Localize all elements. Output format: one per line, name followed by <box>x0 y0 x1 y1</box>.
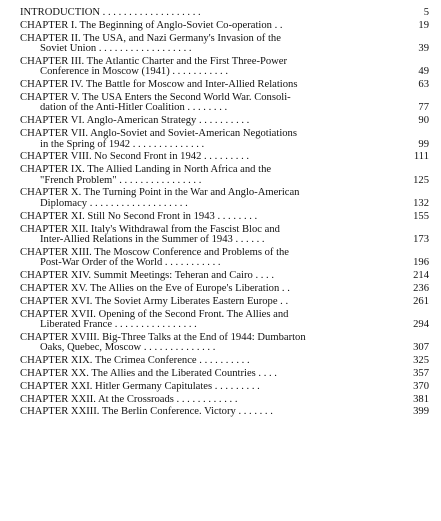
toc-entry-title-continued: Soviet Union . . . . . . . . . . . . . . . . . . <box>40 43 192 55</box>
toc-entry <box>20 248 429 269</box>
toc-entry-title-continued: Diplomacy . . . . . . . . . . . . . . . . . . . <box>40 197 188 209</box>
toc-entry <box>20 8 429 19</box>
toc-entry-page-number: 196 <box>413 257 429 269</box>
toc-entry-page-number: 381 <box>413 393 429 405</box>
toc-entry-page-number: 173 <box>413 234 429 246</box>
toc-entry <box>20 333 429 354</box>
toc-entry-title: CHAPTER XXIII. The Berlin Conference. Victory . . . . . . . <box>20 406 273 418</box>
toc-entry-page-number: 370 <box>413 380 429 392</box>
toc-entry <box>20 284 429 295</box>
toc-entry-page-number: 357 <box>413 367 429 379</box>
toc-entry-page-number: 214 <box>413 270 429 282</box>
toc-entry-title: CHAPTER II. The USA, and Nazi Germany's Invasion of the <box>20 32 281 44</box>
toc-entry <box>20 395 429 406</box>
toc-entry <box>20 297 429 308</box>
toc-entry <box>20 310 429 331</box>
toc-entry-page-number: 90 <box>418 115 429 127</box>
toc-entry-title: CHAPTER IX. The Allied Landing in North Africa and the <box>20 164 272 176</box>
toc-entry-title: CHAPTER VII. Anglo-Soviet and Soviet-American Negotiations <box>20 128 297 140</box>
toc-entry <box>20 93 429 114</box>
toc-entry-title: CHAPTER XII. Italy's Withdrawal from the Fascist Bloc and <box>20 223 280 235</box>
toc-entry-title: CHAPTER VIII. No Second Front in 1942 . . . . . . . . . <box>20 151 250 163</box>
toc-entry-title: CHAPTER I. The Beginning of Anglo-Soviet Co-operation . . <box>20 19 283 31</box>
toc-entry-title-continued: dation of the Anti-Hitler Coalition . . . . . . . . <box>40 102 228 114</box>
toc-entry-page-number: 19 <box>418 19 429 31</box>
toc-entry-title-continued: Conference in Moscow (1941) . . . . . . . . . . . <box>40 66 229 78</box>
toc-entry-page-number: 49 <box>418 66 429 78</box>
toc-entry-page-number: 77 <box>418 102 429 114</box>
toc-entry <box>20 129 429 150</box>
toc-entry-title: INTRODUCTION . . . . . . . . . . . . . . . . . . . <box>20 7 201 18</box>
toc-entry <box>20 382 429 393</box>
toc-entry-page-number: 399 <box>413 406 429 418</box>
toc-entry <box>20 34 429 55</box>
toc-entry-title-continued: in the Spring of 1942 . . . . . . . . . . . . . . <box>40 138 205 150</box>
toc-entry-title-continued: Oaks, Quebec, Moscow . . . . . . . . . . . . . . <box>40 342 216 354</box>
toc-entry-title: CHAPTER XVIII. Big-Three Talks at the End of 1944: Dumbarton <box>20 331 306 343</box>
toc-entry-title: CHAPTER XXI. Hitler Germany Capitulates . . . . . . . . . <box>20 380 260 392</box>
toc-entry-title: CHAPTER XI. Still No Second Front in 1943 . . . . . . . . <box>20 210 258 222</box>
toc-entry-title: CHAPTER III. The Atlantic Charter and the First Three-Power <box>20 55 288 67</box>
toc-entry-page-number: 125 <box>413 174 429 186</box>
toc-entry <box>20 116 429 127</box>
toc-entry <box>20 212 429 223</box>
toc-entry-title: CHAPTER VI. Anglo-American Strategy . . . . . . . . . . <box>20 115 250 127</box>
toc-entry-title: CHAPTER XIV. Summit Meetings: Teheran and Cairo . . . . <box>20 270 274 282</box>
toc-entry-title-continued: Liberated France . . . . . . . . . . . . . . . . <box>40 319 197 331</box>
toc-entry <box>20 165 429 186</box>
toc-entry <box>20 80 429 91</box>
toc-entry-title-continued: Inter-Allied Relations in the Summer of 1943 . . . . . . <box>40 234 265 246</box>
toc-entry-title: CHAPTER XIII. The Moscow Conference and Problems of the <box>20 246 290 258</box>
toc-entry <box>20 225 429 246</box>
toc-entry-title: CHAPTER XIX. The Crimea Conference . . . . . . . . . . <box>20 355 250 367</box>
toc-entry-page-number: 155 <box>413 210 429 222</box>
toc-entry-title: CHAPTER XV. The Allies on the Eve of Europe's Liberation . . <box>20 282 290 294</box>
toc-entry-page-number: 294 <box>413 319 429 331</box>
toc-entry-page-number: 63 <box>418 79 429 91</box>
toc-entry <box>20 356 429 367</box>
toc-entry <box>20 21 429 32</box>
toc-entry-page-number: 261 <box>413 295 429 307</box>
toc-entry <box>20 152 429 163</box>
toc-entry-title: CHAPTER V. The USA Enters the Second World War. Consoli- <box>20 91 291 103</box>
toc-entry-page-number: 132 <box>413 197 429 209</box>
toc-entry-page-number: 99 <box>418 138 429 150</box>
toc-entry-page-number: 39 <box>418 43 429 55</box>
toc-entry <box>20 271 429 282</box>
toc-entry-page-number: 5 <box>423 7 429 18</box>
toc-entry-title: CHAPTER IV. The Battle for Moscow and Inter-Allied Relations <box>20 79 298 91</box>
toc-entry-page-number: 325 <box>413 355 429 367</box>
toc-entry-page-number: 111 <box>413 151 429 163</box>
toc-entry-title: CHAPTER X. The Turning Point in the War and Anglo-American <box>20 187 300 199</box>
toc-entry <box>20 57 429 78</box>
toc-entry-title: CHAPTER XX. The Allies and the Liberated Countries . . . . <box>20 367 277 379</box>
table-of-contents <box>0 8 441 420</box>
toc-entry-title: CHAPTER XVI. The Soviet Army Liberates Eastern Europe . . <box>20 295 289 307</box>
toc-entry-page-number: 307 <box>413 342 429 354</box>
toc-entry-title: CHAPTER XVII. Opening of the Second Front. The Allies and <box>20 308 289 320</box>
toc-entry-title: CHAPTER XXII. At the Crossroads . . . . . . . . . . . . <box>20 393 238 405</box>
toc-entry <box>20 407 429 418</box>
toc-entry <box>20 369 429 380</box>
toc-entry-page-number: 236 <box>413 282 429 294</box>
toc-entry-title-continued: Post-War Order of the World . . . . . . . . . . . <box>40 257 221 269</box>
toc-entry <box>20 188 429 209</box>
toc-entry-title-continued: "French Problem" . . . . . . . . . . . . . . . . <box>40 174 202 186</box>
